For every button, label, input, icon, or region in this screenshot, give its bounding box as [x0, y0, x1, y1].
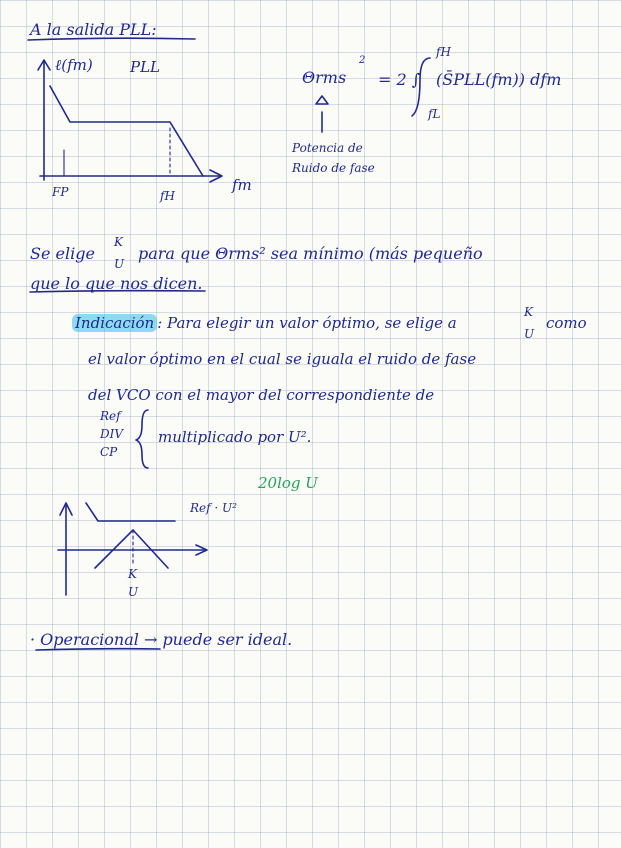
graph1-x-mark-fp: FP — [52, 185, 69, 199]
graph2-label: Ref · U² — [190, 501, 237, 515]
bullet1-frac-den: U — [524, 327, 535, 341]
graph1-curve — [50, 86, 203, 176]
equation-rhs: = 2 ∫ — [378, 70, 421, 89]
bullet2: · Operacional → puede ser ideal. — [30, 630, 293, 649]
paragraph-frac-num: K — [114, 235, 123, 249]
equation-upper-limit: fH — [436, 45, 451, 59]
graph1-y-label: ℓ(fm) — [55, 56, 93, 74]
graph1-x-mark-fh: fH — [160, 189, 175, 203]
bullet1-frac-num: K — [524, 305, 533, 319]
graph2-x-mark-num: K — [128, 567, 137, 581]
paragraph-line2: que lo que nos dicen. — [30, 274, 203, 293]
heading: A la salida PLL: — [30, 20, 157, 39]
bullet1-stack-div: DIV — [100, 427, 124, 441]
graph2-x-mark-den: U — [128, 585, 139, 599]
equation-lhs: Θrms — [302, 68, 347, 87]
bullet1-stack-text: multiplicado por U². — [158, 428, 312, 446]
equation-note-2: Ruido de fase — [292, 161, 375, 175]
graph2-triangle — [95, 530, 168, 568]
noise-arrowhead — [316, 96, 328, 104]
paragraph-line1: Se elige — [30, 244, 95, 263]
equation-integrand: (S̄PLL(fm)) dfm — [436, 70, 562, 89]
equation-note-1: Potencia de — [292, 141, 363, 155]
stack-brace — [136, 410, 148, 468]
graph2-flat-curve — [86, 503, 175, 521]
graph1-x-label: fm — [232, 176, 252, 194]
bullet1-line1 — [72, 316, 457, 331]
paragraph-line1-rest: para que Θrms² sea mínimo (más pequeño — [138, 244, 483, 263]
bullet1-stack-ref: Ref — [100, 409, 121, 423]
equation-lower-limit: fL — [428, 107, 441, 121]
equation-exponent: 2 — [359, 55, 366, 66]
bullet1-text3: del VCO con el mayor del correspondiente de — [88, 386, 435, 404]
bullet1-text2: el valor óptimo en el cual se iguala el ruido de fase — [88, 350, 477, 368]
graph2-annotation: 20log U — [258, 474, 318, 492]
paragraph-frac-den: U — [114, 257, 125, 271]
bullet1-label: Indicación — [72, 314, 157, 332]
bullet1-stack-cp: CP — [100, 445, 118, 459]
bullet1-text1-end: como — [546, 314, 587, 332]
graph1-title: PLL — [130, 58, 161, 76]
bullet1-text1: : Para elegir un valor óptimo, se elige a — [157, 314, 457, 332]
